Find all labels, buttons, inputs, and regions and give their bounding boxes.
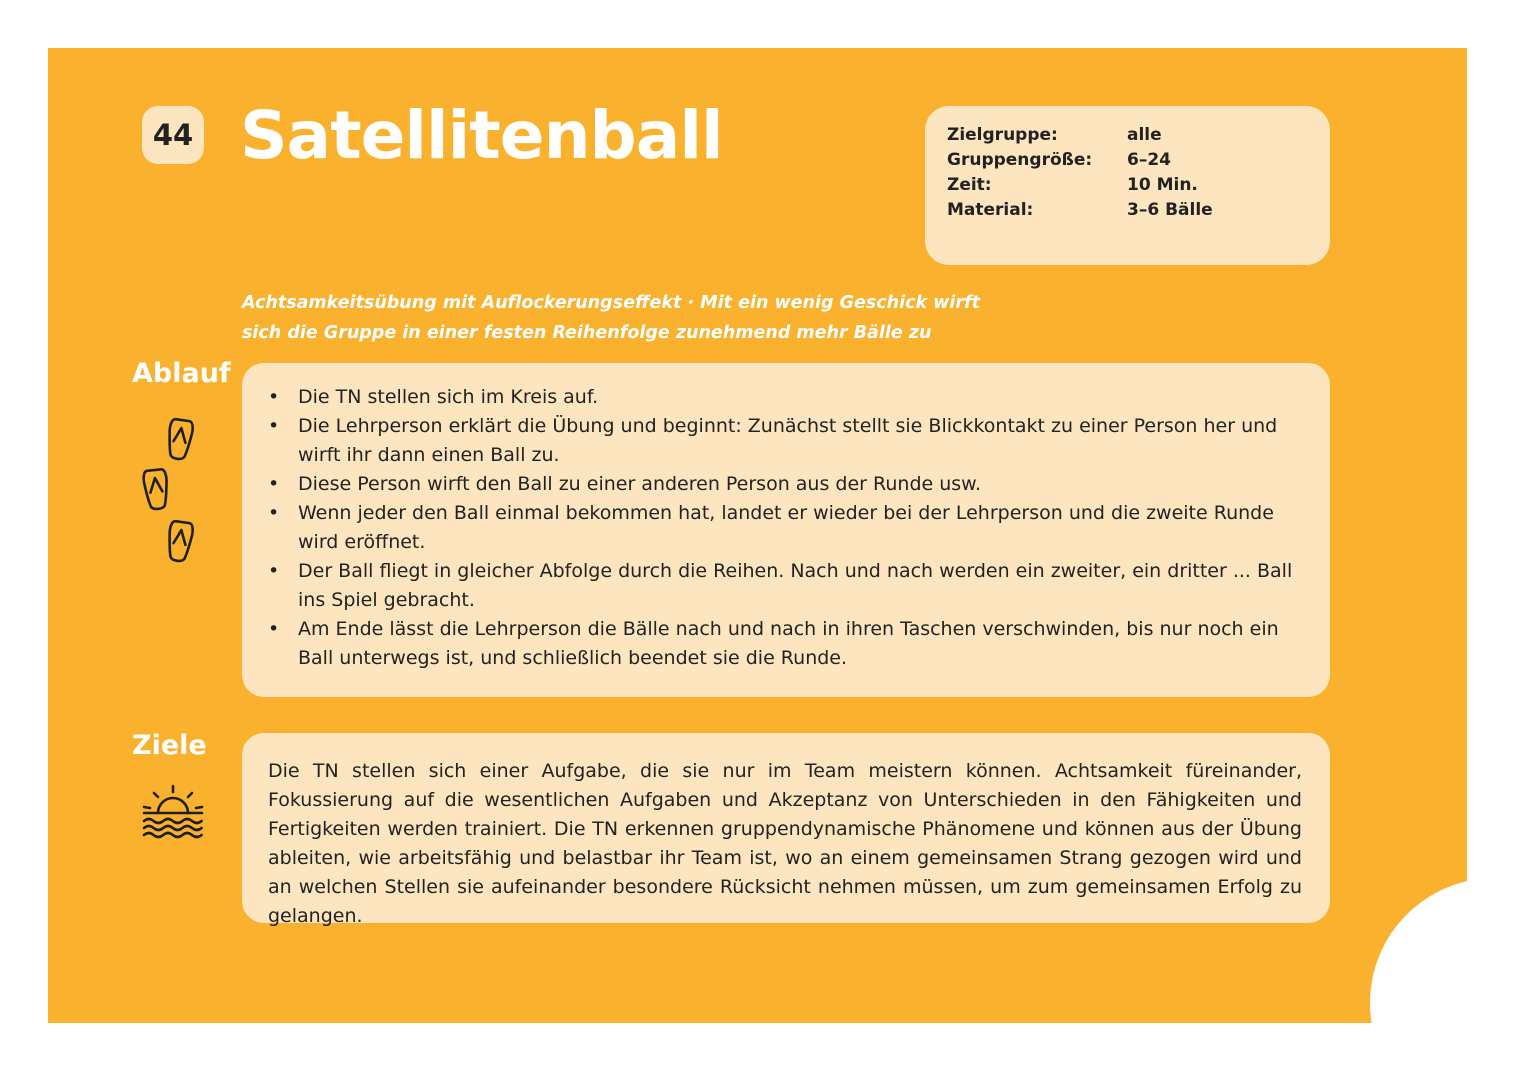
subtitle-line: Achtsamkeitsübung mit Auflockerungseffekt · Mit ein wenig Geschick wirft (242, 293, 980, 313)
list-item: • Der Ball fliegt in gleicher Abfolge durch die Reihen. Nach und nach werden ein zweiter, ein dritter ... Ball ins Spiel gebracht. (268, 557, 1300, 615)
card-number-badge: 44 (142, 106, 204, 164)
subtitle-line: sich die Gruppe in einer festen Reihenfolge zunehmend mehr Bälle zu (242, 323, 932, 343)
ablauf-heading: Ablauf (132, 358, 231, 389)
info-value: 6–24 (1127, 150, 1171, 170)
ziele-heading: Ziele (132, 730, 207, 761)
info-value: alle (1127, 125, 1162, 145)
info-row-zielgruppe (947, 123, 1330, 148)
info-key: Gruppengröße: (947, 150, 1093, 170)
flip-flops-footprints-icon (142, 408, 204, 568)
ablauf-box (242, 363, 1330, 697)
info-value: 10 Min. (1127, 175, 1198, 195)
info-row-gruppengroesse (947, 148, 1330, 173)
list-item: • Die TN stellen sich im Kreis auf. (268, 383, 1300, 412)
info-key: Material: (947, 200, 1034, 220)
info-key: Zielgruppe: (947, 125, 1058, 145)
card-subtitle (242, 288, 1002, 348)
list-item: • Diese Person wirft den Ball zu einer anderen Person aus der Runde usw. (268, 470, 1300, 499)
ablauf-list (268, 383, 1300, 673)
svg-text:Teamergizer (1393, 893, 1498, 1027)
card-title: Satellitenball (240, 97, 723, 174)
info-box (925, 106, 1330, 265)
activity-card (48, 48, 1498, 1027)
info-row-material (947, 198, 1330, 223)
sunset-over-water-icon (140, 783, 206, 841)
brand-text: Teamergizer (1393, 893, 1498, 1027)
info-row-zeit (947, 173, 1330, 198)
ziele-text: Die TN stellen sich einer Aufgabe, die sie nur im Team meistern können. Achtsamkeit füreinander, Fokussierung auf die wesentlichen Aufgaben und Akzeptanz von Unterschieden in den Fähigkeiten und Fertigkeiten werden trainiert. Die TN erkennen gruppendynamische Phänomene und können aus der Übung ableiten, wie arbeitsfähig und belastbar ihr Team ist, wo an einem gemeinsamen Strang gezogen wird und an welchen Stellen sie aufeinander besondere Rücksicht nehmen müssen, um zum gemeinsamen Erfolg zu gelangen. (268, 760, 1302, 927)
list-item: • Am Ende lässt die Lehrperson die Bälle nach und nach in ihren Taschen verschwinden, bis nur noch ein Ball unterwegs ist, und schließlich beendet sie die Runde. (268, 615, 1300, 673)
info-value: 3–6 Bälle (1127, 200, 1213, 220)
list-item: • Wenn jeder den Ball einmal bekommen hat, landet er wieder bei der Lehrperson und die zweite Runde wird eröffnet. (268, 499, 1300, 557)
list-item: • Die Lehrperson erklärt die Übung und beginnt: Zunächst stellt sie Blickkontakt zu einer Person her und wirft ihr dann einen Ball zu. (268, 412, 1300, 470)
info-key: Zeit: (947, 175, 992, 195)
brand-logo (1328, 828, 1498, 1027)
ziele-box (242, 733, 1330, 927)
